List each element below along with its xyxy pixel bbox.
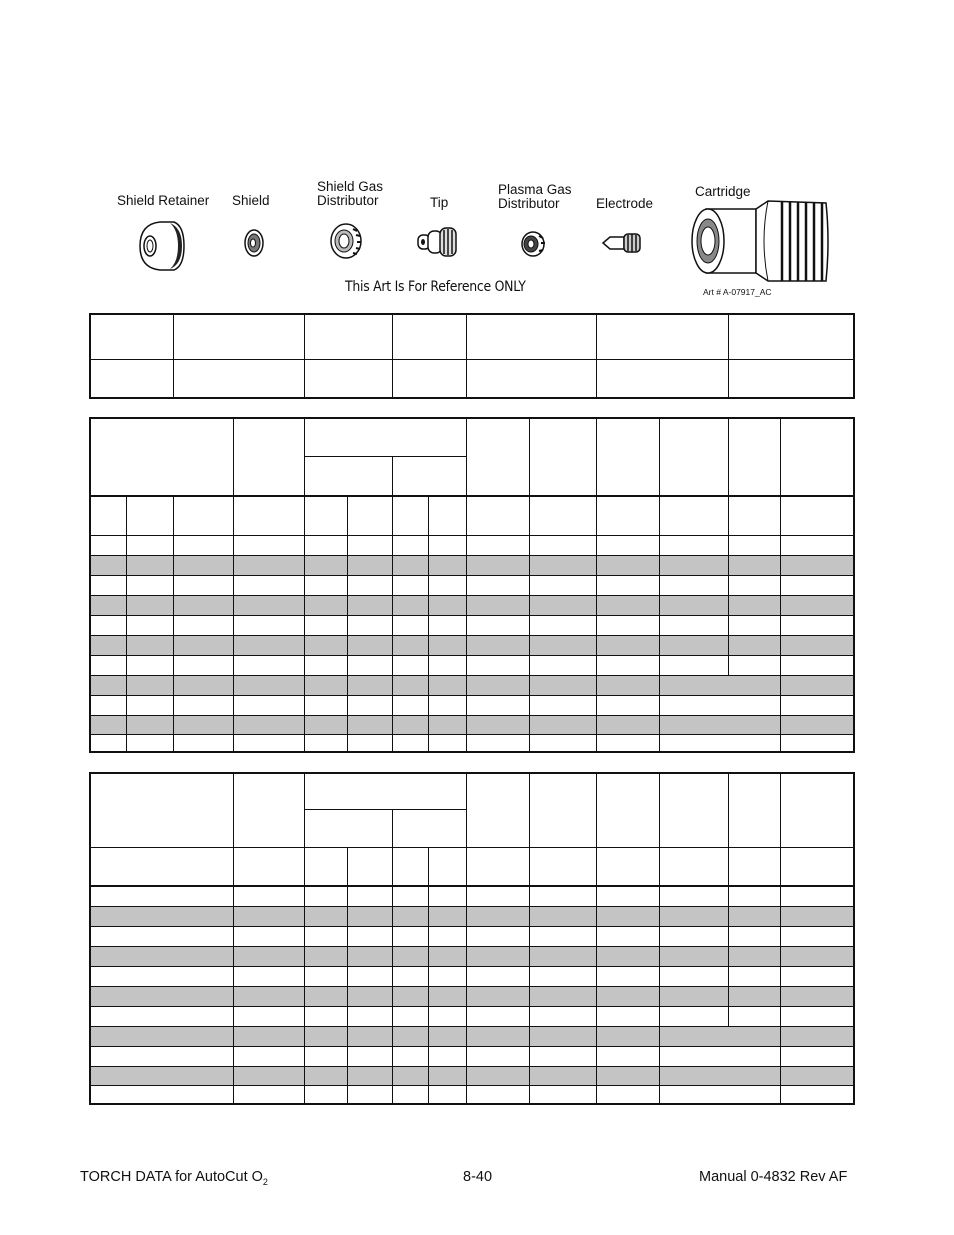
footer-title: TORCH DATA for AutoCut $O_2$	[80, 1169, 268, 1187]
plasma-gas-distributor-label: Plasma Gas Distributor	[498, 182, 572, 211]
shield-retainer-label: Shield Retainer	[117, 193, 210, 208]
tip-picture	[414, 225, 462, 261]
electrode-label: Electrode	[596, 196, 654, 211]
shield-retainer-picture	[134, 218, 186, 274]
cut-chart-table-2	[89, 772, 855, 1105]
cartridge-picture	[686, 197, 832, 285]
parts-illustration	[90, 175, 860, 305]
footer-title-subscript: 2	[262, 1177, 268, 1187]
shield-picture	[242, 227, 266, 259]
cartridge-label: Cartridge	[695, 184, 751, 199]
shield-gas-distributor-picture	[326, 221, 366, 261]
page-number: 8-40	[463, 1169, 493, 1185]
electrode-picture	[600, 231, 646, 255]
shield-label: Shield	[232, 193, 270, 208]
manual-revision: Manual 0-4832 Rev AF	[699, 1169, 848, 1185]
shield-gas-distributor-label: Shield Gas Distributor	[317, 179, 384, 208]
cut-chart-table-1	[89, 417, 855, 753]
art-number: Art # A-07917_AC	[703, 287, 772, 297]
reference-note: This Art Is For Reference ONLY	[345, 279, 526, 295]
tip-label: Tip	[430, 195, 449, 210]
parts-table	[89, 313, 855, 399]
plasma-gas-distributor-picture	[518, 229, 548, 259]
